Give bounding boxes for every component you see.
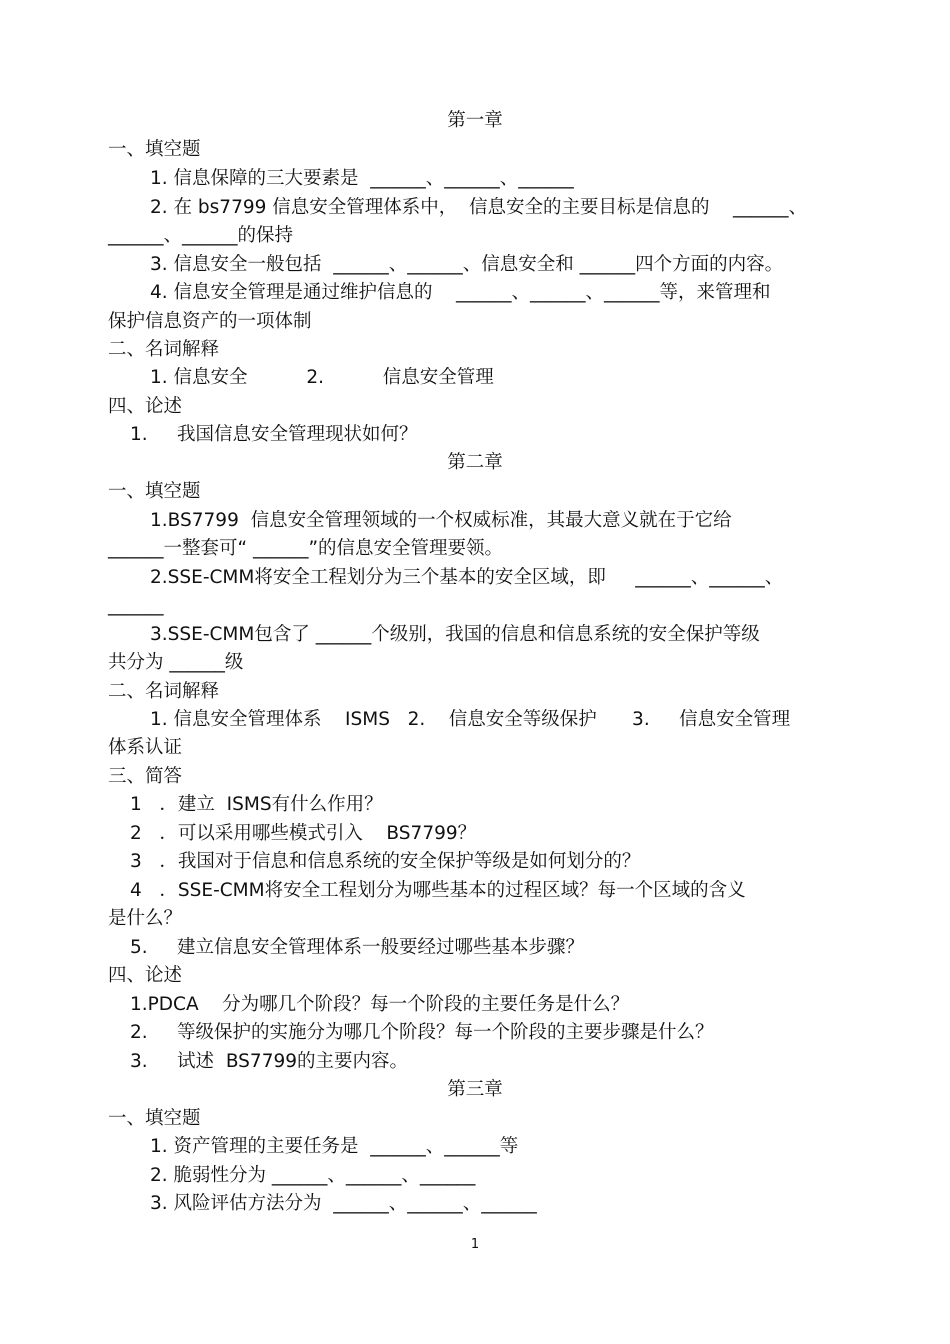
section-heading: 一、填空题: [108, 481, 201, 502]
section-heading: 二、名词解释: [108, 681, 220, 702]
page-number: 1: [470, 1237, 480, 1252]
question-line: 1. 资产管理的主要任务是 ______、______等: [150, 1136, 519, 1157]
question-line: 3. 信息安全一般包括 ______、______、信息安全和 ______四个方面的内容。: [150, 254, 784, 275]
section-heading: 四、论述: [108, 396, 183, 417]
section-heading: 二、名词解释: [108, 339, 220, 360]
chapter-title: 第一章: [447, 110, 503, 131]
question-line: 4. 信息安全管理是通过维护信息的 ______、______、______等，来管理和: [150, 282, 771, 303]
question-line: 1.PDCA 分为哪几个阶段？每一个阶段的主要任务是什么？: [130, 994, 630, 1015]
chapter-title: 第二章: [447, 452, 503, 473]
question-line: 体系认证: [108, 737, 183, 758]
chapter-title: 第三章: [447, 1079, 503, 1100]
question-line: ______: [108, 595, 164, 616]
question-line: 5. 建立信息安全管理体系一般要经过哪些基本步骤？: [130, 937, 585, 958]
question-line: 3. 试述 BS7799的主要内容。: [130, 1051, 409, 1072]
question-line: 4 ．SSE-CMM将安全工程划分为哪些基本的过程区域？每一个区域的含义: [130, 880, 746, 901]
section-heading: 四、论述: [108, 965, 183, 986]
question-line: 2.SSE-CMM将安全工程划分为三个基本的安全区域，即 ______、______、: [150, 567, 784, 588]
question-line: 2. 等级保护的实施分为哪几个阶段？每一个阶段的主要步骤是什么？: [130, 1022, 714, 1043]
question-line: 共分为 ______级: [108, 652, 244, 673]
question-line: ______一整套可“ ______”的信息安全管理要领。: [108, 538, 504, 559]
question-line: 1. 我国信息安全管理现状如何？: [130, 424, 418, 445]
question-line: 2. 脆弱性分为 ______、______、______: [150, 1165, 476, 1186]
question-line: 3.SSE-CMM包含了 ______个级别，我国的信息和信息系统的安全保护等级: [150, 624, 760, 645]
question-line: 保护信息资产的一项体制: [108, 311, 312, 332]
question-line: 1. 信息安全 2. 信息安全管理: [150, 367, 494, 388]
question-line: 3 ．我国对于信息和信息系统的安全保护等级是如何划分的？: [130, 851, 641, 872]
question-line: 2 ．可以采用哪些模式引入 BS7799？: [130, 823, 477, 844]
question-line: 1.BS7799 信息安全管理领域的一个权威标准，其最大意义就在于它给: [150, 510, 732, 531]
question-line: 1. 信息保障的三大要素是 ______、______、______: [150, 168, 574, 189]
question-line: 1. 信息安全管理体系 ISMS 2. 信息安全等级保护 3. 信息安全管理: [150, 709, 791, 730]
question-line: 1 ．建立 ISMS有什么作用？: [130, 794, 383, 815]
question-line: 2. 在 bs7799 信息安全管理体系中， 信息安全的主要目标是信息的 ______、: [150, 197, 808, 218]
question-line: 3. 风险评估方法分为 ______、______、______: [150, 1193, 537, 1214]
question-line: 是什么？: [108, 908, 183, 929]
section-heading: 一、填空题: [108, 1108, 201, 1129]
section-heading: 三、简答: [108, 766, 183, 787]
section-heading: 一、填空题: [108, 139, 201, 160]
question-line: ______、______的保持: [108, 225, 294, 246]
